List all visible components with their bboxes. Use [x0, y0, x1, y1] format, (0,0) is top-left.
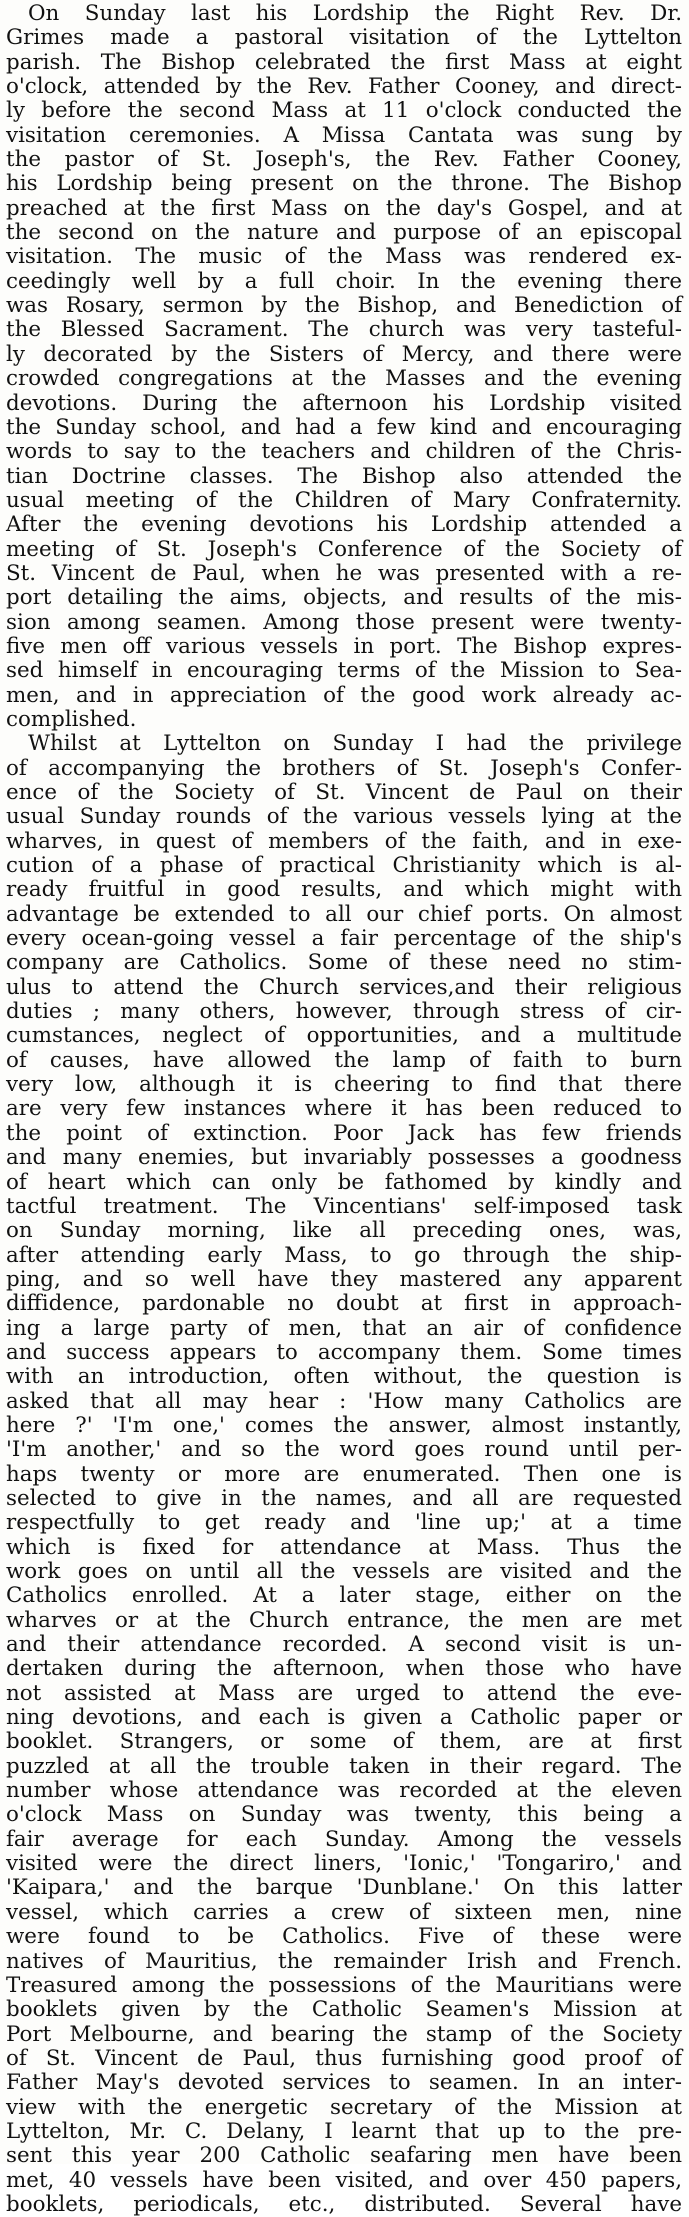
article-line: complished. [6, 706, 137, 732]
article-line: natives of Mauritius, the remainder Irish and French. [6, 1948, 682, 1974]
article-line: Grimes made a pastoral visitation of the Lyttelton [6, 25, 682, 51]
article-line: and their attendance recorded. A second visit is un- [6, 1632, 682, 1658]
article-line: after attending early Mass, to go through the ship- [6, 1242, 682, 1268]
article-line: very low, although it is cheering to find that there [6, 1072, 682, 1098]
article-line: Whilst at Lyttelton on Sunday I had the privilege [28, 731, 682, 757]
article-line: Treasured among the possessions of the Mauritians were [6, 1972, 682, 1998]
article-line: cumstances, neglect of opportunities, and a multitude [6, 1023, 682, 1049]
article-line: booklet. Strangers, or some of them, are at first [6, 1729, 682, 1755]
article-line: the second on the nature and purpose of an episcopal [6, 220, 682, 246]
article-line: devotions. During the afternoon his Lordship visited [6, 390, 682, 416]
article-line: advantage be extended to all our chief ports. On almost [6, 901, 682, 927]
article-line: respectfully to get ready and 'line up;' at a time [6, 1510, 682, 1536]
article-line: visitation. The music of the Mass was rendered ex- [6, 244, 682, 270]
article-line: fair average for each Sunday. Among the vessels [6, 1826, 682, 1852]
article-line: view with the energetic secretary of the Mission at [6, 2094, 682, 2120]
article-line: sed himself in encouraging terms of the Mission to Sea- [6, 658, 682, 684]
article-line: the pastor of St. Joseph's, the Rev. Father Cooney, [6, 147, 682, 173]
article-line: preached at the first Mass on the day's Gospel, and at [6, 195, 682, 221]
article-line: five men off various vessels in port. The Bishop expres- [6, 633, 682, 659]
article-line: the Sunday school, and had a few kind and encouraging [6, 414, 682, 440]
article-line: 'I'm another,' and so the word goes round until per- [6, 1437, 682, 1463]
article-line: After the evening devotions his Lordship attended a [6, 512, 682, 538]
article-line: and success appears to accompany them. Some times [6, 1339, 682, 1365]
article-paragraph [6, 2, 682, 732]
article-line: work goes on until all the vessels are visited and the [6, 1559, 682, 1584]
article-line: visitation ceremonies. A Missa Cantata was sung by [6, 122, 682, 148]
article-line: Father May's devoted services to seamen. In an inter- [6, 2070, 682, 2096]
article-line: o'clock Mass on Sunday was twenty, this being a [6, 1802, 682, 1828]
article-line: dertaken during the afternoon, when those who have [6, 1656, 682, 1682]
article-line: on Sunday morning, like all preceding ones, was, [6, 1218, 682, 1244]
article-line: and many enemies, but invariably possesses a goodness [6, 1145, 682, 1171]
article-line: are very few instances where it has been reduced to [6, 1096, 682, 1122]
article-line: words to say to the teachers and children of the Chris- [6, 439, 682, 465]
article-line: ready fruitful in good results, and which might with [6, 877, 682, 903]
article-line: ence of the Society of St. Vincent de Paul on their [6, 780, 682, 805]
article-line: On Sunday last his Lordship the Right Rev. Dr. [28, 1, 682, 26]
article-line: o'clock, attended by the Rev. Father Cooney, and direct- [6, 74, 682, 100]
article-line: ning devotions, and each is given a Catholic paper or [6, 1705, 682, 1731]
article-line: Lyttelton, Mr. C. Delany, I learnt that up to the pre- [6, 2118, 682, 2144]
article-line: company are Catholics. Some of these need no stim- [6, 950, 682, 976]
article-line: number whose attendance was recorded at the eleven [6, 1778, 682, 1804]
article-line: ly decorated by the Sisters of Mercy, and there were [6, 341, 682, 367]
article-line: wharves or at the Church entrance, the men are met [6, 1607, 682, 1633]
article-line: booklets given by the Catholic Seamen's Mission at [6, 1997, 682, 2023]
article-column [6, 2, 682, 2217]
article-line: asked that all may hear : 'How many Catholics are [6, 1388, 682, 1414]
article-line: sent this year 200 Catholic seafaring men have been [6, 2143, 682, 2169]
article-line: cution of a phase of practical Christianity which is al- [6, 853, 682, 879]
article-line: which is fixed for attendance at Mass. Thus the [6, 1534, 682, 1560]
article-line: not assisted at Mass are urged to attend the eve- [6, 1680, 682, 1706]
article-line: puzzled at all the trouble taken in their regard. The [6, 1753, 682, 1779]
article-line: ing a large party of men, that an air of confidence [6, 1315, 682, 1341]
article-line: parish. The Bishop celebrated the first Mass at eight [6, 49, 682, 75]
article-line: his Lordship being present on the throne. The Bishop [6, 171, 682, 197]
article-line: selected to give in the names, and all are requested [6, 1485, 682, 1511]
article-paragraph [6, 732, 682, 2217]
article-line: of heart which can only be fathomed by kindly and [6, 1169, 682, 1195]
article-line: diffidence, pardonable no doubt at first in approach- [6, 1291, 682, 1317]
article-line: haps twenty or more are enumerated. Then one is [6, 1461, 682, 1487]
article-line: vessel, which carries a crew of sixteen men, nine [6, 1899, 682, 1925]
article-line: ping, and so well have they mastered any apparent [6, 1266, 682, 1292]
article-line: of accompanying the brothers of St. Joseph's Confer- [6, 755, 682, 781]
article-line: usual Sunday rounds of the various vessels lying at the [6, 804, 682, 830]
article-line: port detailing the aims, objects, and results of the mis- [6, 585, 682, 611]
article-line: here ?' 'I'm one,' comes the answer, almost instantly, [6, 1412, 682, 1438]
article-line: the Blessed Sacrament. The church was very tasteful- [6, 317, 682, 343]
article-line: crowded congregations at the Masses and the evening [6, 366, 682, 392]
article-line: 'Kaipara,' and the barque 'Dunblane.' On this latter [6, 1875, 682, 1901]
article-line: ulus to attend the Church services,and their religious [6, 974, 682, 1000]
article-line: St. Vincent de Paul, when he was presented with a re- [6, 560, 682, 586]
article-line: was Rosary, sermon by the Bishop, and Benediction of [6, 293, 682, 319]
article-line: sion among seamen. Among those present were twenty- [6, 609, 682, 635]
article-line: men, and in appreciation of the good work already ac- [6, 682, 682, 708]
article-line: met, 40 vessels have been visited, and over 450 papers, [6, 2167, 682, 2193]
article-line: tactful treatment. The Vincentians' self-imposed task [6, 1193, 682, 1219]
article-line: ly before the second Mass at 11 o'clock conducted the [6, 98, 682, 124]
article-line: duties ; many others, however, through stress of cir- [6, 999, 682, 1025]
article-line: Catholics enrolled. At a later stage, either on the [6, 1583, 682, 1609]
article-line: meeting of St. Joseph's Conference of the Society of [6, 536, 682, 562]
article-line: Port Melbourne, and bearing the stamp of the Society [6, 2021, 682, 2047]
article-line: usual meeting of the Children of Mary Confraternity. [6, 487, 682, 513]
article-line: were found to be Catholics. Five of these were [6, 1924, 682, 1950]
article-line: wharves, in quest of members of the faith, and in exe- [6, 828, 682, 854]
article-line: every ocean-going vessel a fair percentage of the ship's [6, 926, 682, 952]
article-line: of causes, have allowed the lamp of faith to burn [6, 1047, 682, 1073]
article-line: with an introduction, often without, the question is [6, 1364, 682, 1390]
article-line: tian Doctrine classes. The Bishop also attended the [6, 463, 682, 489]
article-line: visited were the direct liners, 'Ionic,' 'Tongariro,' and [6, 1851, 682, 1877]
article-line: the point of extinction. Poor Jack has few friends [6, 1120, 682, 1146]
article-line: ceedingly well by a full choir. In the evening there [6, 268, 682, 294]
article-line: booklets, periodicals, etc., distributed. Several have [6, 2191, 682, 2217]
article-line: of St. Vincent de Paul, thus furnishing good proof of [6, 2045, 682, 2071]
